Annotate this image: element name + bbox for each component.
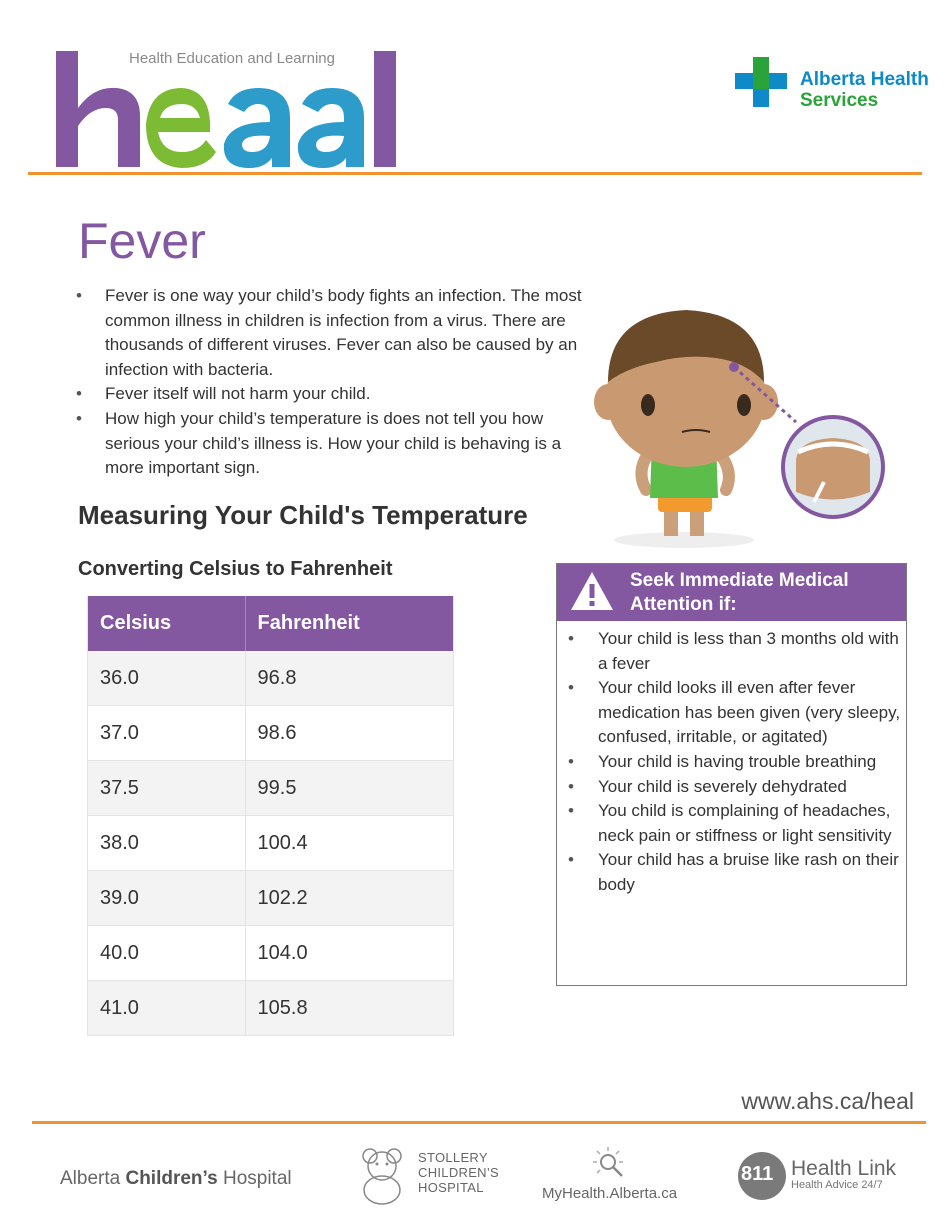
warning-title: Seek Immediate Medical Attention if: xyxy=(630,570,849,615)
ach-post: Hospital xyxy=(217,1168,292,1189)
magnifier-sun-icon xyxy=(592,1146,628,1182)
warning-header xyxy=(557,564,906,621)
celsius-cell: 37.5 xyxy=(88,761,246,816)
stollery-logo-text xyxy=(418,1150,499,1195)
warning-item: • Your child is severely dehydrated xyxy=(567,775,902,800)
medical-attention-box xyxy=(556,563,907,986)
warning-item: • Your child is less than 3 months old with a fever xyxy=(567,627,902,676)
intro-list xyxy=(76,284,596,481)
table-row xyxy=(88,651,454,706)
page-title: Fever xyxy=(78,213,206,269)
celsius-cell: 41.0 xyxy=(88,981,246,1036)
warning-item: • Your child has a bruise like rash on their body xyxy=(567,848,902,897)
table-row xyxy=(88,981,454,1036)
table-row xyxy=(88,871,454,926)
fahrenheit-cell: 96.8 xyxy=(245,651,453,706)
ahs-logo-text xyxy=(800,69,929,111)
conversion-table xyxy=(87,596,454,1036)
celsius-cell: 36.0 xyxy=(88,651,246,706)
intro-item: • Fever is one way your child’s body fights an infection. The most common illness in children is infection from a virus. There are thousands of different viruses. Fever can also be caused by an infection with bacteria. xyxy=(76,284,596,382)
warning-item: • Your child is having trouble breathing xyxy=(567,750,902,775)
table-header-row xyxy=(88,596,454,651)
heal-url-link[interactable]: www.ahs.ca/heal xyxy=(741,1088,914,1114)
stollery-line: HOSPITAL xyxy=(418,1180,484,1195)
table-row xyxy=(88,761,454,816)
ahs-line1: Alberta Health xyxy=(800,69,929,90)
fahrenheit-cell: 100.4 xyxy=(245,816,453,871)
table-heading: Converting Celsius to Fahrenheit xyxy=(78,558,393,580)
warning-list xyxy=(567,627,902,898)
warning-item: • Your child looks ill even after fever medication has been given (very sleepy, confused, irritable, or agitated) xyxy=(567,676,902,750)
celsius-cell: 38.0 xyxy=(88,816,246,871)
myhealth-logo-text: MyHealth.Alberta.ca xyxy=(542,1185,678,1202)
celsius-cell: 37.0 xyxy=(88,706,246,761)
health-link-subtitle: Health Advice 24/7 xyxy=(791,1179,883,1191)
child-thermometer-illustration xyxy=(586,292,896,552)
fahrenheit-cell: 105.8 xyxy=(245,981,453,1036)
fahrenheit-cell: 98.6 xyxy=(245,706,453,761)
col-celsius: Celsius xyxy=(88,596,246,651)
warning-item: • You child is complaining of headaches, neck pain or stiffness or light sensitivity xyxy=(567,799,902,848)
heal-tagline: Health Education and Learning xyxy=(129,50,335,67)
table-row xyxy=(88,926,454,981)
stollery-line: CHILDREN’S xyxy=(418,1165,500,1180)
stollery-line: STOLLERY xyxy=(418,1150,488,1165)
alberta-childrens-hospital-logo xyxy=(60,1168,292,1190)
table-row xyxy=(88,816,454,871)
celsius-cell: 40.0 xyxy=(88,926,246,981)
teddy-bear-icon xyxy=(350,1142,414,1206)
health-link-number: 811 xyxy=(741,1163,774,1185)
ach-bold: Children’s xyxy=(125,1168,218,1189)
ahs-line2: Services xyxy=(800,90,879,111)
intro-item: • Fever itself will not harm your child. xyxy=(76,382,596,407)
celsius-cell: 39.0 xyxy=(88,871,246,926)
section-heading: Measuring Your Child's Temperature xyxy=(78,500,528,530)
ach-pre: Alberta xyxy=(60,1168,126,1189)
col-fahrenheit: Fahrenheit xyxy=(245,596,453,651)
table-row xyxy=(88,706,454,761)
fahrenheit-cell: 104.0 xyxy=(245,926,453,981)
intro-item: • How high your child’s temperature is does not tell you how serious your child’s illness is. How your child is behaving is a more important sign. xyxy=(76,407,596,481)
health-link-name: Health Link xyxy=(791,1157,897,1180)
header-divider xyxy=(28,172,922,175)
fahrenheit-cell: 102.2 xyxy=(245,871,453,926)
footer-divider xyxy=(32,1121,926,1124)
warning-triangle-icon xyxy=(569,570,615,612)
fahrenheit-cell: 99.5 xyxy=(245,761,453,816)
